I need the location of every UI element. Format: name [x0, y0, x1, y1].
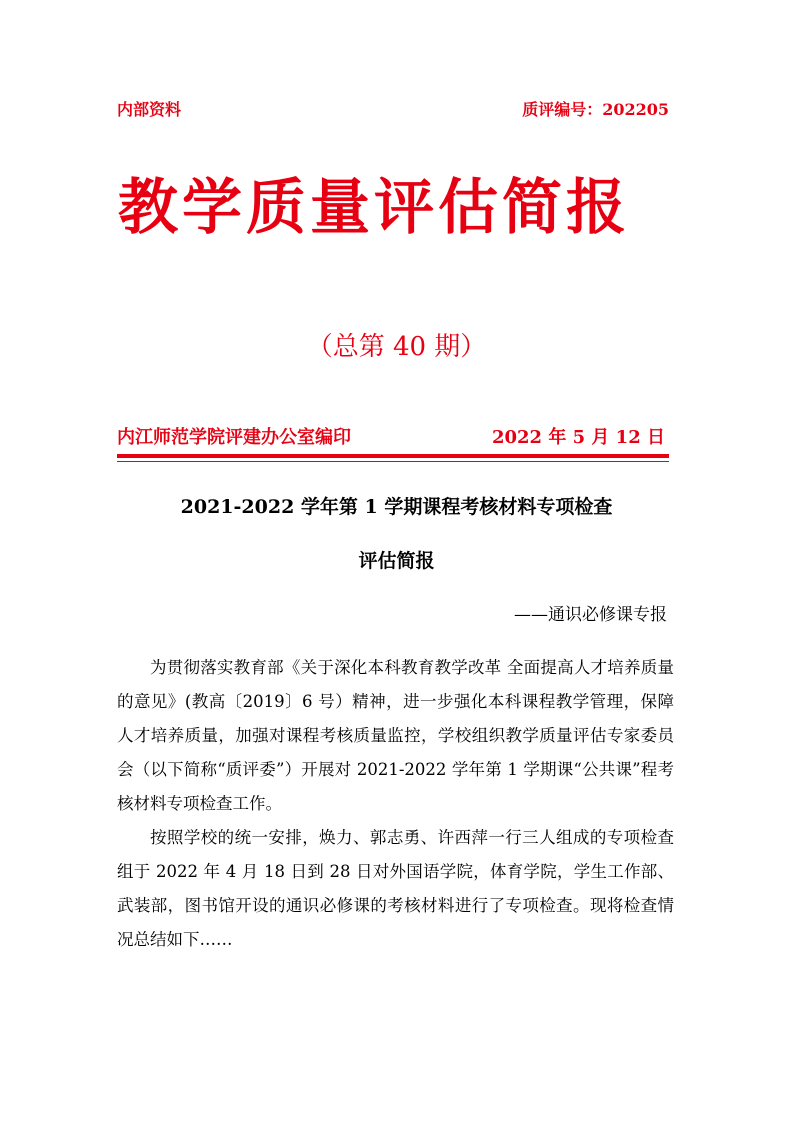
article-subtitle: ——通识必修课专报 [514, 605, 667, 625]
evaluation-number: 质评编号：202205 [522, 100, 669, 119]
masthead-title: 教学质量评估简报 [118, 173, 630, 243]
article-title-line1: 2021-2022 学年第 1 学期课程考核材料专项检查 [180, 496, 613, 518]
classification-label: 内部资料 [117, 100, 182, 119]
header-divider-thin [117, 461, 669, 462]
publish-date: 2022 年 5 月 12 日 [491, 427, 665, 448]
article-title-line2: 评估简报 [358, 550, 435, 572]
publisher-org: 内江师范学院评建办公室编印 [117, 427, 351, 448]
body-paragraph: 按照学校的统一安排，焕力、郭志勇、许西萍一行三人组成的专项检查组于 2022 年 4 月 18 日到 28 日对外国语学院，体育学院，学生工作部、武装部，图书馆开设的通识必修课的考核材料进行了专项检查。现将检查情况总结如下…… [117, 828, 674, 949]
article-body [117, 651, 674, 957]
header-divider-thick [117, 454, 669, 458]
body-paragraph: 为贯彻落实教育部《关于深化本科教育教学改革 全面提高人才培养质量的意见》(教高〔2019〕6 号）精神，进一步强化本科课程教学管理，保障人才培养质量，加强对课程考核质量监控，学校组织教学质量评估专家委员会（以下简称“质评委”）开展对 2021-2022 学年第 1 学期课“公共课”程考核材料专项检查工作。 [117, 658, 674, 813]
issue-number: （总第 40 期） [306, 332, 487, 362]
